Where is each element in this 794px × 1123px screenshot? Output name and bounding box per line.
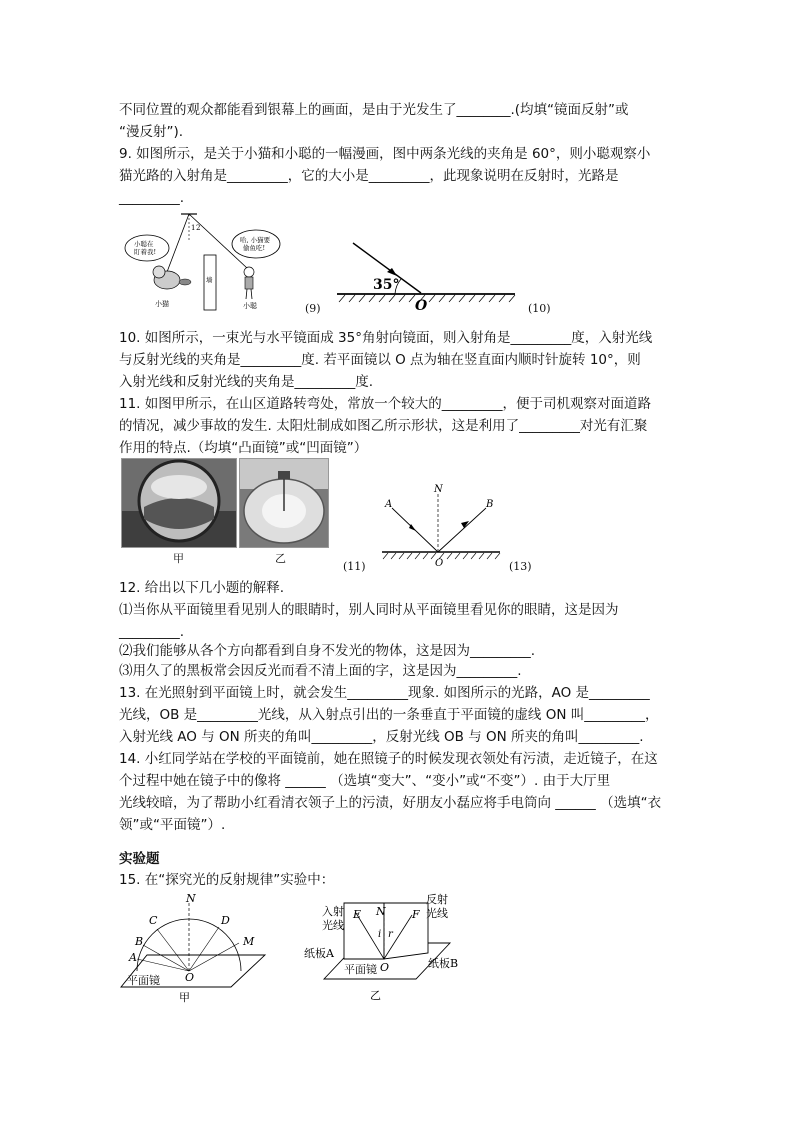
text-line: 入射光线 AO 与 ON 所夹的角叫_________，反射光线 OB 与 ON 所夹的角叫_________. (119, 729, 644, 745)
text-line: 领”或“平面镜”）. (119, 817, 226, 833)
text-line: 入射光线和反射光线的夹角是_________度. (119, 374, 374, 390)
figure-9-caption: (9) (305, 302, 321, 315)
text-line: ⑶用久了的黑板常会因反光而看不清上面的字，这是因为_________. (119, 663, 522, 679)
convex-mirror-photo (121, 458, 237, 548)
angle-1-label: 1 (191, 224, 196, 232)
mirror-label: 平面镜 (344, 963, 377, 976)
point-o-label: O (415, 298, 428, 313)
question-15: 15. 在“探究光的反射规律”实验中： (119, 872, 335, 888)
point-o-label: O (435, 558, 444, 569)
figure-label: 乙 (370, 989, 381, 1002)
figure-10-diagram (335, 238, 520, 313)
text-line: 猫光路的入射角是_________，它的大小是_________，此现象说明在反射时，光路是 (119, 168, 619, 184)
figure-label: 甲 (179, 991, 190, 1004)
label-m: M (243, 935, 255, 948)
cat-icon (153, 266, 191, 289)
point-a-label: A (385, 499, 393, 510)
angle-2-label: 2 (196, 224, 201, 232)
figure-10-caption: (10) (528, 302, 551, 315)
label-d: D (221, 914, 230, 927)
figure-13-diagram (380, 482, 504, 572)
text-line: 作用的特点.（均填“凸面镜”或“凹面镜”） (119, 440, 368, 456)
bubble-right-line2: 偷鱼吃! (243, 244, 266, 252)
bubble-left-line1: 小聪在 (134, 240, 154, 248)
text-line: ⑵我们能够从各个方向都看到自身不发光的物体，这是因为_________. (119, 643, 536, 659)
board-b-label: 纸板B (428, 957, 459, 970)
cat-label: 小猫 (155, 300, 169, 308)
text-line: _________. (119, 190, 185, 206)
board-a-label: 纸板A (304, 947, 334, 960)
label-b: B (135, 935, 144, 948)
question-9: 9. 如图所示，是关于小猫和小聪的一幅漫画，图中两条光线的夹角是 60°，则小聪观察小 (119, 146, 651, 162)
question-13: 13. 在光照射到平面镜上时，就会发生_________现象. 如图所示的光路，AO 是_________ (119, 685, 650, 701)
angle-r-label: r (388, 929, 393, 940)
text-line: “漫反射”). (119, 124, 184, 140)
bubble-right-line1: 哈, 小猫要 (240, 236, 271, 244)
text-line: 与反射光线的夹角是_________度. 若平面镜以 O 点为轴在竖直面内顺时针旋转 10°，则 (119, 352, 641, 368)
label-o: O (185, 971, 195, 984)
point-b-label: B (486, 499, 494, 510)
boy-icon (244, 267, 254, 299)
figure-9-cartoon (119, 210, 329, 320)
text-line: 光线，OB 是_________光线，从入射点引出的一条垂直于平面镜的虚线 ON 叫_________， (119, 707, 659, 723)
figure-15-a (119, 893, 269, 1005)
section-heading: 实验题 (119, 851, 160, 867)
label-a: A (129, 951, 137, 964)
incident-label-line1: 入射 (322, 905, 344, 918)
question-12: 12. 给出以下几小题的解释. (119, 580, 285, 596)
text-line: 不同位置的观众都能看到银幕上的画面，是由于光发生了________.(均填“镜面反射”或 (119, 102, 629, 118)
photo-label-b: 乙 (275, 552, 286, 565)
boy-label: 小聪 (243, 302, 257, 310)
question-10: 10. 如图所示，一束光与水平镜面成 35°角射向镜面，则入射角是_________度，入射光线 (119, 330, 653, 346)
question-14: 14. 小红同学站在学校的平面镜前，她在照镜子的时候发现衣领处有污渍，走近镜子，在这 (119, 751, 658, 767)
photo-label-a: 甲 (173, 552, 184, 565)
figure-11-caption: (11) (343, 560, 366, 573)
text-line: 的情况，减少事故的发生. 太阳灶制成如图乙所示形状，这是利用了_________对光有汇聚 (119, 418, 648, 434)
figure-15-b (300, 893, 475, 1005)
label-n: N (376, 905, 386, 918)
angle-i-label: i (378, 929, 382, 940)
label-c: C (149, 914, 158, 927)
text-line: 个过程中她在镜子中的像将 ______ （选填“变大”、“变小”或“不变”）. 由于大厅里 (119, 773, 611, 789)
label-n: N (186, 893, 196, 905)
figure-13-caption: (13) (509, 560, 532, 573)
wall-label: 墙 (206, 276, 213, 284)
label-e: E (353, 908, 362, 921)
incident-label-line2: 光线 (322, 919, 344, 932)
text-line: ⑴当你从平面镜里看见别人的眼睛时，别人同时从平面镜里看见你的眼睛，这是因为 (119, 602, 619, 618)
bubble-left-line2: 盯着我! (134, 248, 157, 256)
solar-cooker-photo (239, 458, 329, 548)
label-f: F (412, 908, 420, 921)
question-11: 11. 如图甲所示，在山区道路转弯处，常放一个较大的_________，便于司机观察对面道路 (119, 396, 652, 412)
text-line: 光线较暗，为了帮助小红看清衣领子上的污渍，好朋友小磊应将手电筒向 ______ （选填“衣 (119, 795, 662, 811)
text-line: _________. (119, 624, 185, 640)
reflected-label-line2: 光线 (426, 907, 448, 920)
label-o: O (380, 961, 390, 974)
reflected-label-line1: 反射 (426, 893, 448, 906)
mirror-label: 平面镜 (127, 974, 160, 987)
angle-label: 35° (373, 277, 400, 293)
point-n-label: N (434, 484, 443, 495)
